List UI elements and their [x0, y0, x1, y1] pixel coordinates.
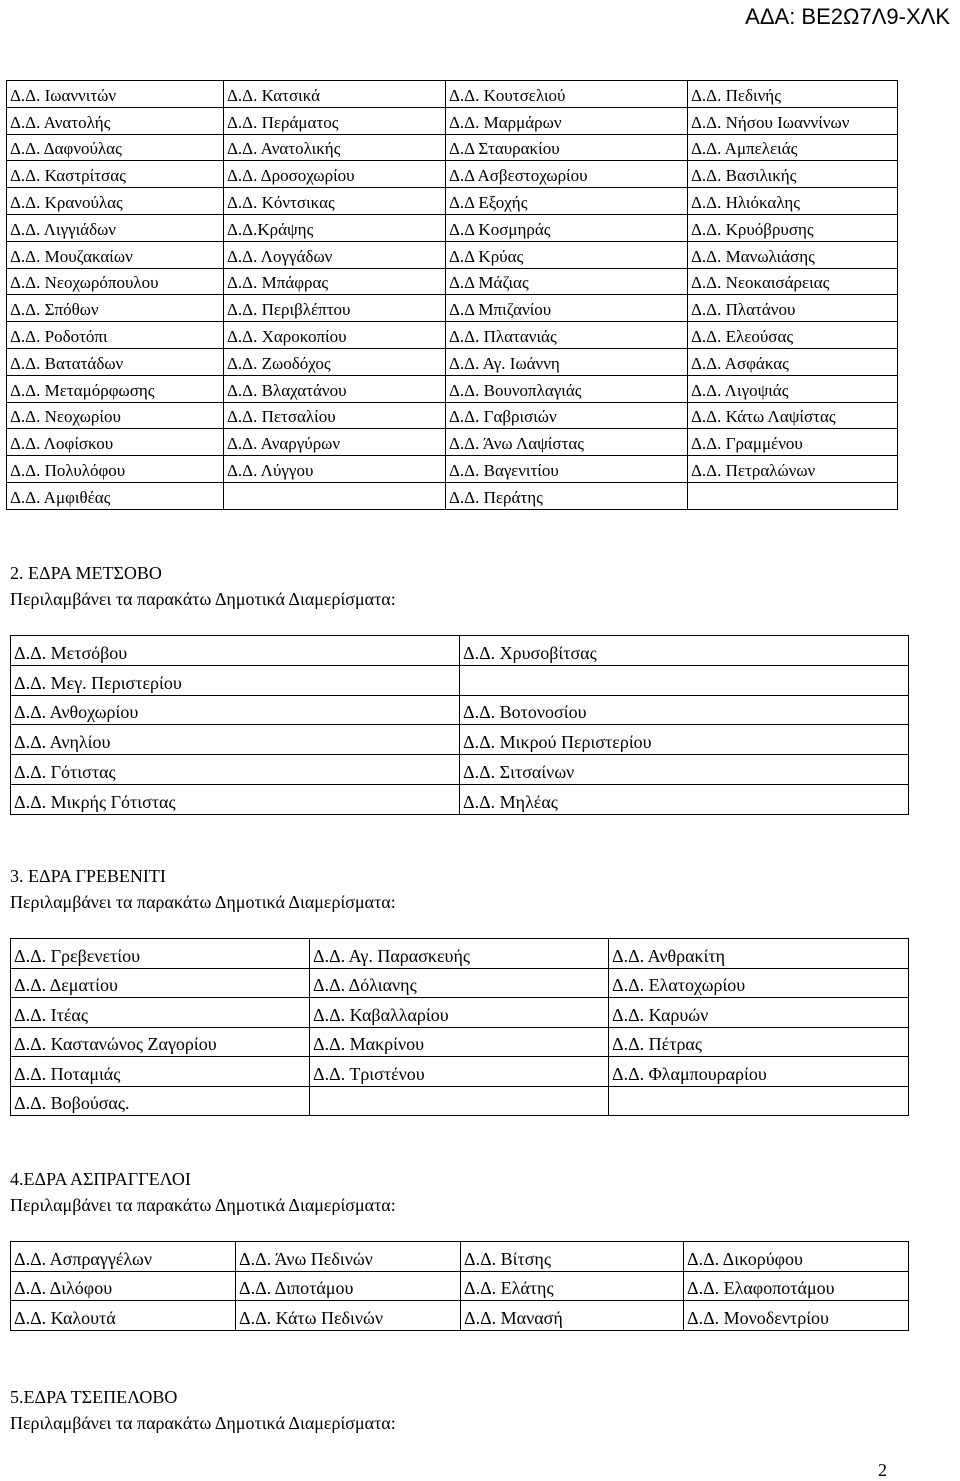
table-row	[11, 1301, 909, 1331]
table-cell: Δ.Δ. Μετσόβου	[11, 636, 460, 666]
table-cell	[310, 1086, 609, 1116]
table-cell: Δ.Δ. Φλαμπουραρίου	[609, 1057, 909, 1087]
table-cell: Δ.Δ. Λογγάδων	[224, 241, 446, 268]
table-cell: Δ.Δ. Αμφιθέας	[7, 482, 224, 509]
table-cell	[688, 482, 898, 509]
table-cell: Δ.Δ. Άνω Πεδινών	[236, 1242, 461, 1272]
table-row	[7, 81, 898, 108]
table-cell: Δ.Δ. Βατατάδων	[7, 348, 224, 375]
table-cell: Δ.Δ. Κρυόβρυσης	[688, 214, 898, 241]
table-cell: Δ.Δ. Καστρίτσας	[7, 161, 224, 188]
table-cell: Δ.Δ. Περιβλέπτου	[224, 295, 446, 322]
table-cell: Δ.Δ. Κρανούλας	[7, 188, 224, 215]
table-row	[11, 1027, 909, 1057]
table-cell: Δ.Δ. Πέτρας	[609, 1027, 909, 1057]
section-3-title: 3. ΕΔΡΑ ΓΡΕΒΕΝΙΤΙ	[10, 866, 166, 886]
table-row	[7, 456, 898, 483]
table-row	[7, 429, 898, 456]
table-cell: Δ.Δ. Νήσου Ιωαννίνων	[688, 107, 898, 134]
table-cell: Δ.Δ. Κατσικά	[224, 81, 446, 108]
table-row	[7, 375, 898, 402]
section-3-intro: Περιλαμβάνει τα παρακάτω Δημοτικά Διαμερίσματα:	[10, 892, 396, 912]
table-cell: Δ.Δ. Χρυσοβίτσας	[460, 636, 909, 666]
table-cell: Δ.Δ. Μικρού Περιστερίου	[460, 725, 909, 755]
table-cell: Δ.Δ. Ανηλίου	[11, 725, 460, 755]
table-cell: Δ.Δ. Μικρής Γότιστας	[11, 784, 460, 814]
table-cell: Δ.Δ. Ζωοδόχος	[224, 348, 446, 375]
table-row	[7, 188, 898, 215]
table-cell: Δ.Δ. Καρυών	[609, 998, 909, 1028]
table-cell: Δ.Δ. Κόντσικας	[224, 188, 446, 215]
table-cell: Δ.Δ Σταυρακίου	[446, 134, 688, 161]
table-cell: Δ.Δ. Ροδοτόπι	[7, 322, 224, 349]
table-cell: Δ.Δ. Ελάτης	[461, 1271, 684, 1301]
ada-code: ΑΔΑ: ΒΕ2Ω7Λ9-ΧΛΚ	[745, 4, 950, 29]
table-row	[7, 268, 898, 295]
table-cell: Δ.Δ. Μπάφρας	[224, 268, 446, 295]
table-cell: Δ.Δ Κοσμηράς	[446, 214, 688, 241]
table-row	[7, 107, 898, 134]
table-cell: Δ.Δ. Λοφίσκου	[7, 429, 224, 456]
table-row	[7, 402, 898, 429]
table-row	[11, 998, 909, 1028]
table-row	[7, 482, 898, 509]
table-cell: Δ.Δ. Δόλιανης	[310, 968, 609, 998]
table-cell: Δ.Δ. Ανθοχωρίου	[11, 695, 460, 725]
table-cell: Δ.Δ. Ιωαννιτών	[7, 81, 224, 108]
table-cell: Δ.Δ Μάζιας	[446, 268, 688, 295]
section-5-intro: Περιλαμβάνει τα παρακάτω Δημοτικά Διαμερίσματα:	[10, 1413, 396, 1433]
table-cell: Δ.Δ. Αγ. Ιωάννη	[446, 348, 688, 375]
table-cell: Δ.Δ. Πλατανιάς	[446, 322, 688, 349]
districts-table-ioannina	[6, 80, 898, 510]
table-cell: Δ.Δ. Βοβούσας.	[11, 1086, 310, 1116]
table-row	[11, 1271, 909, 1301]
table-cell: Δ.Δ. Πλατάνου	[688, 295, 898, 322]
table-cell: Δ.Δ. Κουτσελιού	[446, 81, 688, 108]
districts-table-metsovo	[10, 635, 909, 815]
table-row	[11, 784, 909, 814]
table-cell: Δ.Δ. Διποτάμου	[236, 1271, 461, 1301]
districts-table-body	[11, 636, 909, 815]
table-cell: Δ.Δ. Πεδινής	[688, 81, 898, 108]
table-cell: Δ.Δ. Πολυλόφου	[7, 456, 224, 483]
table-row	[11, 695, 909, 725]
table-cell: Δ.Δ. Καστανώνος Ζαγορίου	[11, 1027, 310, 1057]
table-cell: Δ.Δ. Δεματίου	[11, 968, 310, 998]
table-cell: Δ.Δ. Βασιλικής	[688, 161, 898, 188]
table-cell: Δ.Δ. Νεοχωρόπουλου	[7, 268, 224, 295]
table-cell: Δ.Δ. Δικορύφου	[684, 1242, 909, 1272]
table-cell: Δ.Δ. Λιγγιάδων	[7, 214, 224, 241]
table-row	[7, 348, 898, 375]
table-row	[11, 665, 909, 695]
page-number: 2	[878, 1460, 887, 1480]
table-cell: Δ.Δ. Δροσοχωρίου	[224, 161, 446, 188]
table-row	[7, 322, 898, 349]
table-cell: Δ.Δ Εξοχής	[446, 188, 688, 215]
table-cell: Δ.Δ Μπιζανίου	[446, 295, 688, 322]
table-row	[7, 134, 898, 161]
section-4-intro: Περιλαμβάνει τα παρακάτω Δημοτικά Διαμερίσματα:	[10, 1195, 396, 1215]
districts-table-grevenitio	[10, 938, 909, 1116]
table-cell: Δ.Δ. Αμπελειάς	[688, 134, 898, 161]
districts-table-body	[11, 1242, 909, 1331]
table-row	[7, 214, 898, 241]
table-cell: Δ.Δ. Περάτης	[446, 482, 688, 509]
districts-table-aspraggeloi	[10, 1241, 909, 1331]
table-cell: Δ.Δ. Νεοκαισάρειας	[688, 268, 898, 295]
table-cell: Δ.Δ. Μουζακαίων	[7, 241, 224, 268]
table-cell: Δ.Δ. Τριστένου	[310, 1057, 609, 1087]
table-cell: Δ.Δ. Πετραλώνων	[688, 456, 898, 483]
section-2-intro: Περιλαμβάνει τα παρακάτω Δημοτικά Διαμερίσματα:	[10, 589, 396, 609]
table-cell: Δ.Δ. Κάτω Λαψίστας	[688, 402, 898, 429]
table-row	[7, 161, 898, 188]
table-cell: Δ.Δ. Ηλιόκαλης	[688, 188, 898, 215]
table-cell: Δ.Δ. Γαβρισιών	[446, 402, 688, 429]
table-row	[11, 1086, 909, 1116]
table-row	[11, 725, 909, 755]
table-cell: Δ.Δ. Καβαλλαρίου	[310, 998, 609, 1028]
table-cell: Δ.Δ. Βοτονοσίου	[460, 695, 909, 725]
table-cell: Δ.Δ. Βουνοπλαγιάς	[446, 375, 688, 402]
table-row	[11, 939, 909, 969]
table-row	[11, 1242, 909, 1272]
table-cell: Δ.Δ. Μεταμόρφωσης	[7, 375, 224, 402]
table-cell: Δ.Δ. Μεγ. Περιστερίου	[11, 665, 460, 695]
table-row	[7, 295, 898, 322]
districts-table-body	[11, 939, 909, 1116]
table-cell: Δ.Δ. Βίτσης	[461, 1242, 684, 1272]
table-cell: Δ.Δ. Ποταμιάς	[11, 1057, 310, 1087]
table-cell: Δ.Δ. Περάματος	[224, 107, 446, 134]
section-5-title: 5.ΕΔΡΑ ΤΣΕΠΕΛΟΒΟ	[10, 1387, 178, 1407]
table-cell: Δ.Δ. Καλουτά	[11, 1301, 236, 1331]
table-cell: Δ.Δ. Ανατολικής	[224, 134, 446, 161]
table-cell: Δ.Δ. Λιγοψιάς	[688, 375, 898, 402]
table-cell: Δ.Δ. Ανθρακίτη	[609, 939, 909, 969]
table-cell: Δ.Δ. Αγ. Παρασκευής	[310, 939, 609, 969]
table-cell: Δ.Δ. Ελαφοποτάμου	[684, 1271, 909, 1301]
table-cell: Δ.Δ. Πετσαλίου	[224, 402, 446, 429]
section-4-title: 4.ΕΔΡΑ ΑΣΠΡΑΓΓΕΛΟΙ	[10, 1169, 191, 1189]
table-row	[11, 1057, 909, 1087]
table-cell: Δ.Δ. Ασφάκας	[688, 348, 898, 375]
table-cell: Δ.Δ. Χαροκοπίου	[224, 322, 446, 349]
table-cell: Δ.Δ. Κάτω Πεδινών	[236, 1301, 461, 1331]
table-cell: Δ.Δ. Ιτέας	[11, 998, 310, 1028]
section-2-title: 2. ΕΔΡΑ ΜΕΤΣΟΒΟ	[10, 563, 162, 583]
table-cell: Δ.Δ. Νεοχωρίου	[7, 402, 224, 429]
table-cell: Δ.Δ. Σπόθων	[7, 295, 224, 322]
table-row	[11, 755, 909, 785]
table-cell	[224, 482, 446, 509]
table-row	[11, 968, 909, 998]
table-cell	[460, 665, 909, 695]
table-cell: Δ.Δ. Βαγενιτίου	[446, 456, 688, 483]
table-cell: Δ.Δ. Γραμμένου	[688, 429, 898, 456]
table-cell	[609, 1086, 909, 1116]
table-cell: Δ.Δ. Λύγγου	[224, 456, 446, 483]
districts-table-body	[7, 81, 898, 510]
table-cell: Δ.Δ. Γότιστας	[11, 755, 460, 785]
table-cell: Δ.Δ. Σιτσαίνων	[460, 755, 909, 785]
table-cell: Δ.Δ. Ανατολής	[7, 107, 224, 134]
table-cell: Δ.Δ. Γρεβενετίου	[11, 939, 310, 969]
table-cell: Δ.Δ. Αναργύρων	[224, 429, 446, 456]
table-cell: Δ.Δ. Μηλέας	[460, 784, 909, 814]
table-row	[11, 636, 909, 666]
table-cell: Δ.Δ. Μανωλιάσης	[688, 241, 898, 268]
table-cell: Δ.Δ. Μαρμάρων	[446, 107, 688, 134]
table-cell: Δ.Δ. Ασπραγγέλων	[11, 1242, 236, 1272]
table-cell: Δ.Δ Κρύας	[446, 241, 688, 268]
table-cell: Δ.Δ. Μακρίνου	[310, 1027, 609, 1057]
table-cell: Δ.Δ. Διλόφου	[11, 1271, 236, 1301]
table-cell: Δ.Δ. Ελεούσας	[688, 322, 898, 349]
table-cell: Δ.Δ.Κράψης	[224, 214, 446, 241]
table-cell: Δ.Δ. Μανασή	[461, 1301, 684, 1331]
table-row	[7, 241, 898, 268]
table-cell: Δ.Δ. Ελατοχωρίου	[609, 968, 909, 998]
table-cell: Δ.Δ. Άνω Λαψίστας	[446, 429, 688, 456]
table-cell: Δ.Δ. Μονοδεντρίου	[684, 1301, 909, 1331]
table-cell: Δ.Δ. Δαφνούλας	[7, 134, 224, 161]
table-cell: Δ.Δ. Βλαχατάνου	[224, 375, 446, 402]
table-cell: Δ.Δ Ασβεστοχωρίου	[446, 161, 688, 188]
